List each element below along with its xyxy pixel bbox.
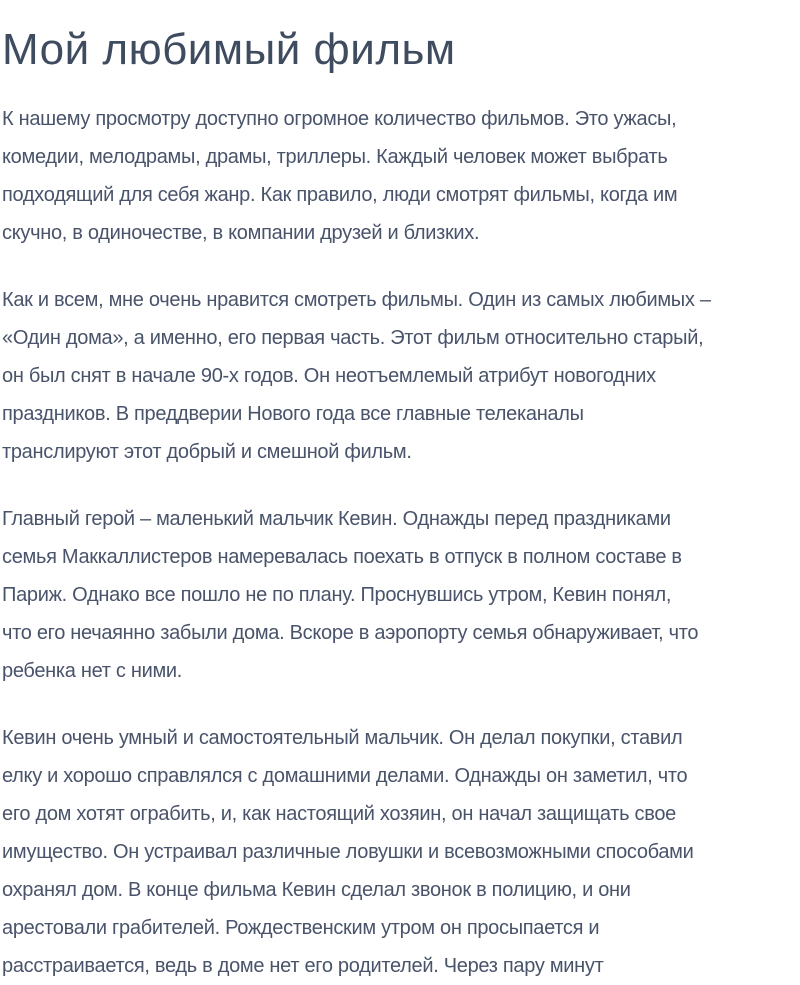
text-line: что его нечаянно забыли дома. Вскоре в аэропорту семья обнаруживает, что (2, 622, 699, 644)
text-line: транслируют этот добрый и смешной фильм. (2, 441, 412, 463)
text-line: его дом хотят ограбить, и, как настоящий хозяин, он начал защищать свое (2, 803, 676, 825)
article-title: Мой любимый фильм (2, 25, 456, 74)
text-line: Как и всем, мне очень нравится смотреть фильмы. Один из самых любимых – (2, 289, 711, 311)
text-line: арестовали грабителей. Рождественским утром он просыпается и (2, 917, 600, 939)
text-line: он был снят в начале 90-х годов. Он неотъемлемый атрибут новогодних (2, 365, 656, 387)
text-line: расстраивается, ведь в доме нет его родителей. Через пару минут (2, 955, 604, 977)
paragraph (2, 500, 798, 690)
text-line: подходящий для себя жанр. Как правило, люди смотрят фильмы, когда им (2, 184, 678, 206)
text-line: охранял дом. В конце фильма Кевин сделал звонок в полицию, и они (2, 879, 631, 901)
text-line: Кевин очень умный и самостоятельный мальчик. Он делал покупки, ставил (2, 727, 683, 749)
text-line: семья Маккаллистеров намеревалась поехать в отпуск в полном составе в (2, 546, 682, 568)
text-line: ребенка нет с ними. (2, 660, 183, 682)
text-line: Париж. Однако все пошло не по плану. Проснувшись утром, Кевин понял, (2, 584, 672, 606)
article-body (2, 100, 798, 985)
paragraph (2, 281, 798, 471)
paragraph (2, 100, 798, 252)
text-line: праздников. В преддверии Нового года все главные телеканалы (2, 403, 584, 425)
text-line: Главный герой – маленький мальчик Кевин. Однажды перед праздниками (2, 508, 671, 530)
text-line: имущество. Он устраивал различные ловушки и всевозможными способами (2, 841, 694, 863)
text-line: скучно, в одиночестве, в компании друзей и близких. (2, 222, 480, 244)
text-line: «Один дома», а именно, его первая часть. Этот фильм относительно старый, (2, 327, 704, 349)
text-line: комедии, мелодрамы, драмы, триллеры. Каждый человек может выбрать (2, 146, 668, 168)
text-line: елку и хорошо справлялся с домашними делами. Однажды он заметил, что (2, 765, 688, 787)
paragraph (2, 719, 798, 985)
text-line: К нашему просмотру доступно огромное количество фильмов. Это ужасы, (2, 108, 677, 130)
